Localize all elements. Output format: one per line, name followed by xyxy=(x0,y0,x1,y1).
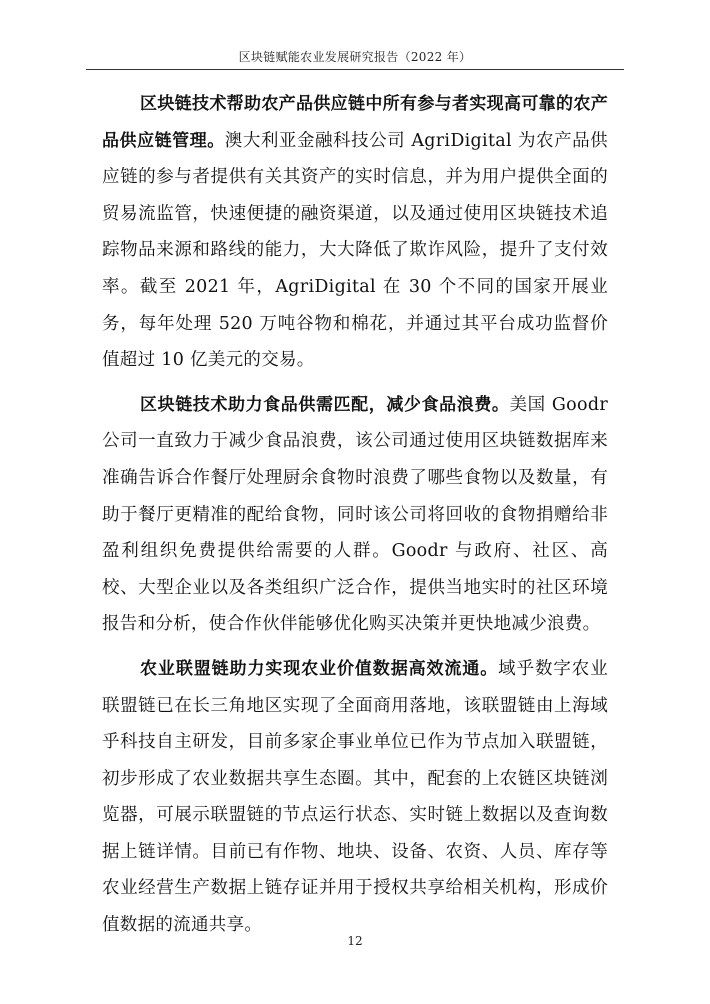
paragraph-alliance-chain xyxy=(102,651,608,944)
paragraph-lead: 农业联盟链助力实现农业价值数据高效流通。 xyxy=(140,658,499,679)
page-number: 12 xyxy=(347,934,363,948)
paragraph-body: 美国 Goodr 公司一直致力于减少食品浪费，该公司通过使用区块链数据库来准确告诉合作餐厅处理厨余食物时浪费了哪些食物以及数量，有助于餐厅更精准的配给食物，同时该公司将回收的食物捐赠给非盈利组织免费提供给需要的人群。Goodr 与政府、社区、高校、大型企业以及各类组织广泛合作，提供当地实时的社区环境报告和分析，使合作伙伴能够优化购买决策并更快地减少浪费。 xyxy=(102,394,608,635)
report-body xyxy=(102,86,608,952)
paragraph-body: 域乎数字农业联盟链已在长三角地区实现了全面商用落地，该联盟链由上海域乎科技自主研发，目前多家企事业单位已作为节点加入联盟链，初步形成了农业数据共享生态圈。其中，配套的上农链区块链浏览器，可展示联盟链的节点运行状态、实时链上数据以及查询数据上链详情。目前已有作物、地块、设备、农资、人员、库存等农业经营生产数据上链存证并用于授权共享给相关机构，形成价值数据的流通共享。 xyxy=(102,658,608,936)
paragraph-agridigital xyxy=(102,86,608,379)
paragraph-body: 澳大利亚金融科技公司 AgriDigital 为农产品供应链的参与者提供有关其资产的实时信息，并为用户提供全面的贸易流监管，快速便捷的融资渠道，以及通过使用区块链技术追踪物品来源和路线的能力，大大降低了欺诈风险，提升了支付效率。截至 2021 年，AgriDigital 在 30 个不同的国家开展业务，每年处理 520 万吨谷物和棉花，并通过其平台成功监督价值超过 10 亿美元的交易。 xyxy=(102,130,608,371)
paragraph-goodr xyxy=(102,387,608,643)
paragraph-lead: 区块链技术助力食品供需匹配，减少食品浪费。 xyxy=(140,394,510,415)
running-header: 区块链赋能农业发展研究报告（2022 年） xyxy=(86,50,624,70)
paragraph-lead: 区块链技术帮助农产品供应链中所有参与者实现高可靠的农产品供应链管理。 xyxy=(102,94,608,151)
